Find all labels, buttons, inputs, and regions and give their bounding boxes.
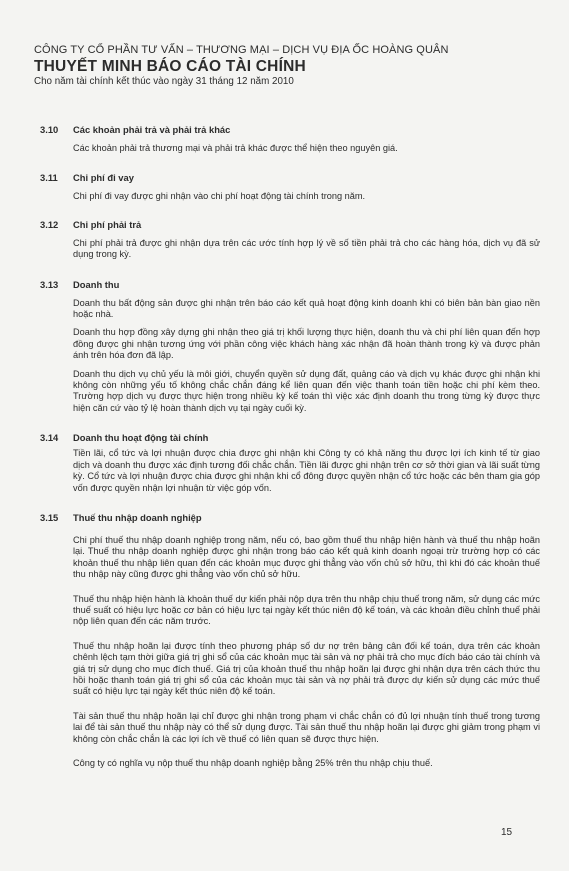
paragraph: Thuế thu nhập hiện hành là khoản thuế dự kiến phải nộp dựa trên thu nhập chịu thuế trong năm, sử dụng các mức thuế suất có hiệu lực hoặc cơ bản có hiệu lực tại ngày kết thúc niên độ kế toán, và các khoản điều chỉnh thuế phải nộp liên quan đến các năm trước. [73,593,540,627]
document-title: THUYẾT MINH BÁO CÁO TÀI CHÍNH [34,58,306,75]
section-3-11 [40,172,540,202]
section-3-14 [40,432,540,494]
document-subtitle: Cho năm tài chính kết thúc vào ngày 31 tháng 12 năm 2010 [34,76,294,87]
paragraph: Tài sản thuế thu nhập hoãn lại chỉ được ghi nhận trong phạm vi chắc chắn có đủ lợi nhuận tính thuế trong tương lai để tài sản thuế thu nhập này có thể sử dụng được. Tài sản thuế thu nhập hoãn lại được ghi giảm trong phạm vi không còn chắc chắn là các lợi ích về thuế có liên quan sẽ được thực hiện. [73,710,540,744]
section-heading: Doanh thu [73,278,120,290]
paragraph: Doanh thu bất động sản được ghi nhận trên báo cáo kết quả hoạt động kinh doanh khi có biên bản bàn giao nền hoặc nhà. [73,297,540,320]
section-3-13 [40,279,540,415]
paragraph: Chi phí thuế thu nhập doanh nghiệp trong năm, nếu có, bao gồm thuế thu nhập hiện hành và thuế thu nhập hoãn lại. Thuế thu nhập doanh nghiệp được ghi nhận trong báo cáo kết quả kinh doanh ngoại trừ trường hợp có các khoản thuế thu nhập liên quan đến các khoản mục được ghi thẳng vào vốn chủ sở hữu, thì khi đó các khoản thuế thu nhập này cũng được ghi thẳng vào vốn chủ sở hữu. [73,534,540,580]
paragraph: Doanh thu hợp đồng xây dựng ghi nhận theo giá trị khối lượng thực hiện, doanh thu và chi phí liên quan đến hợp đồng được ghi nhận tương ứng với phần công việc khách hàng xác nhận đã hoàn thành trong kỳ và được phản ánh trên hóa đơn đã lập. [73,327,540,361]
document-body [40,124,540,769]
section-number: 3.11 [40,172,58,184]
document-header [34,44,534,88]
section-heading: Các khoản phải trả và phải trả khác [73,124,231,135]
section-3-15 [40,512,540,770]
section-heading: Chi phí phải trả [73,218,142,230]
section-number: 3.12 [40,218,59,230]
page-number: 15 [501,827,513,838]
paragraph: Tiền lãi, cổ tức và lợi nhuận được chia được ghi nhận khi Công ty có khả năng thu được lợi ích kinh tế từ giao dịch và doanh thu được xác định tương đối chắc chắn. Tiền lãi được ghi nhận trên cơ sở thời gian và lãi suất từng kỳ. Cổ tức và lợi nhuận được chia được ghi nhận khi cổ đông được quyền nhận cổ tức hoặc các bên tham gia góp vốn được quyền nhận lợi nhuận từ việc góp vốn. [73,448,540,493]
paragraph: Công ty có nghĩa vụ nộp thuế thu nhập doanh nghiệp bằng 25% trên thu nhập chịu thuế. [73,758,433,768]
section-3-12 [40,219,540,261]
paragraph: Doanh thu dịch vụ chủ yếu là môi giới, chuyển quyền sử dụng đất, quảng cáo và dịch vụ khác được ghi nhận khi không còn những yếu tố không chắc chắn đáng kể liên quan đến việc thanh toán tiền hoặc chi phí kèm theo. Trường hợp dịch vụ được thực hiện trong nhiều kỳ kế toán thì việc xác định doanh thu trong từng kỳ được thực hiện căn cứ vào tỷ lệ hoàn thành dịch vụ tại ngày cuối kỳ. [73,368,540,413]
section-number: 3.15 [40,511,59,523]
section-number: 3.10 [40,124,59,135]
section-3-10 [40,124,540,154]
section-heading: Doanh thu hoạt động tài chính [73,432,209,444]
section-heading: Thuế thu nhập doanh nghiệp [73,511,202,523]
section-heading: Chi phí đi vay [73,172,134,184]
paragraph: Thuế thu nhập hoãn lại được tính theo phương pháp số dư nợ trên bảng cân đối kế toán, dựa trên các khoản chênh lệch tạm thời giữa giá trị ghi sổ của các khoản mục tài sản và nợ phải trả cho mục đích báo cáo tài chính và giá trị sử dụng cho mục đích thuế. Giá trị của khoản thuế thu nhập hoãn lại được ghi nhận dựa trên cách thức thu hồi hoặc thanh toán giá trị ghi sổ của các khoản mục tài sản và nợ phải trả được dự kiến sử dụng các mức thuế suất có hiệu lực tại ngày kết thúc niên độ kế toán. [73,640,540,697]
paragraph: Chi phí phải trả được ghi nhận dựa trên các ước tính hợp lý về số tiền phải trả cho các hàng hóa, dịch vụ đã sử dụng trong kỳ. [73,237,540,260]
company-name: CÔNG TY CỔ PHẦN TƯ VẤN – THƯƠNG MẠI – DỊCH VỤ ĐỊA ỐC HOÀNG QUÂN [34,44,449,56]
section-number: 3.14 [40,432,59,444]
section-number: 3.13 [40,278,59,290]
paragraph: Các khoản phải trả thương mại và phải trả khác được thể hiện theo nguyên giá. [73,143,398,153]
paragraph: Chi phí đi vay được ghi nhận vào chi phí hoạt động tài chính trong năm. [73,191,366,202]
